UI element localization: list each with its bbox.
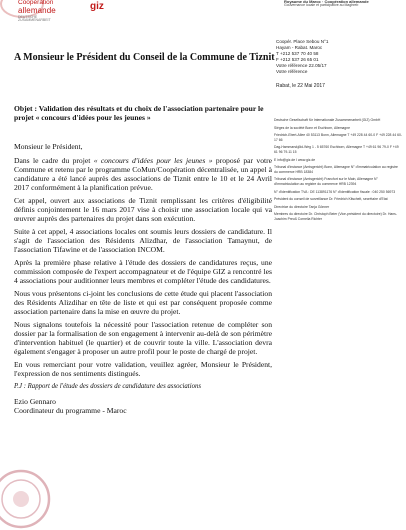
sidebar-block: Membres du directoire Dr. Christoph Beier (Vice-président du directoire) Dr. Hans-Joachim Preuß Cornelia Richter	[274, 212, 397, 221]
salutation: Monsieur le Président,	[14, 142, 83, 151]
sidebar-block: Dag-Hammarskjöld-Weg 1 - 5 65760 Eschborn, Allemagne T +49 61 96 79-0 F +49 61 96 79-11 15	[274, 145, 399, 154]
address-line: Votre référence 22.05/17	[276, 63, 327, 68]
paragraph: Cet appel, ouvert aux associations de Tiznit remplissant les critères d'éligibilité définis conjointement le 16 mars 2017 vise à choisir une association locale qui va œuvrer auprès des partenaires du projet dans son exécution.	[14, 196, 272, 223]
sidebar-block: Deutsche Gesellschaft für Internationale Zusammenarbeit (GIZ) GmbH	[274, 118, 381, 122]
cooperation-allemande-logo	[18, 0, 64, 23]
sidebar-block: Président du conseil de surveillance Dr. Friedrich Kitschelt, secrétaire d'Etat	[274, 197, 388, 202]
sidebar-block: E info@giz.de I www.giz.de	[274, 157, 316, 162]
paragraph	[14, 156, 272, 192]
logo-line: DEUTSCHE ZUSAMMENARBEIT	[18, 14, 51, 22]
letter-body	[14, 142, 272, 415]
logo-line: Coopération	[18, 0, 54, 6]
address-line: F +212 537 26 65 01	[276, 57, 319, 62]
sidebar-block: Tribunal d'instance (Amtsgericht) Bonn, Allemagne N° d'immatriculation au registre du commerce HRB 18384	[274, 165, 398, 174]
address-line: Coopér. Place Sebou N°1	[276, 39, 329, 44]
giz-logo: giz	[90, 1, 104, 12]
sidebar-block: Sièges de la société Bonn et Eschborn, Allemagne	[274, 125, 350, 130]
header-line: Royaume du Maroc · Coopération allemande	[284, 0, 369, 4]
paragraph: Nous vous présentons ci-joint les conclusions de cette étude qui placent l'association des Résidents Alizdihar en tête de liste et qui est par conséquent proposée comme association partenaire dans la mise en œuvre du projet.	[14, 289, 272, 316]
paragraph: Nous signalons toutefois la nécessité pour l'association retenue de compléter son dossier par la formalisation de son engagement à intervenir au-delà de son périmètre d'intervention habituel (le quartier) et de couvrir toute la ville. L'association devra également s'engager à proposer un autre profil pour le poste de chargé de projet.	[14, 320, 272, 356]
company-info-sidebar	[274, 118, 402, 225]
paragraph-text: Dans le cadre du projet	[14, 156, 94, 165]
sidebar-block: Tribunal d'instance (Amtsgericht) Francfort sur le Main, Allemagne N° d'immatriculation au registre du commerce HRB 12394	[274, 177, 378, 186]
sidebar-block: Directrice du directoire Tanja Gönner	[274, 204, 330, 209]
project-name: « concours d'idées pour les jeunes »	[93, 156, 213, 165]
paragraph-text: proposé par votre Commune et retenu par le programme CoMun/Coopération décentralisée, un appel à candidature a été lancé auprès des associations de Tiznit entre le 10 et le 24 Avril 2017 conformément à la planification prévue.	[14, 156, 272, 192]
sender-address	[276, 39, 398, 75]
sidebar-block: N° d'identification TVA : DE 113891176 N° d'identification fiscale : 040 250 56973	[274, 189, 396, 194]
place-date: Rabat, le 22 Mai 2017	[276, 83, 325, 89]
official-stamp	[0, 468, 52, 530]
address-line: T +212 537 70 40 58	[276, 51, 319, 56]
paragraph: En vous remerciant pour votre validation, veuillez agréer, Monsieur le Président, l'expression de nos sentiments distingués.	[14, 360, 272, 378]
signatory-name: Ezio Gennaro	[14, 397, 56, 406]
paragraph: Après la première phase relative à l'étude des dossiers de candidatures reçus, une commission composée de l'expert accompagnateur et de l'équipe GIZ a rencontré les 4 associations pour auditionner leurs membres et compléter l'étude des candidatures.	[14, 258, 272, 285]
paragraph: Suite à cet appel, 4 associations locales ont soumis leurs dossiers de candidature. Il s'agit de l'association des Résidents Alizdhar, de l'association Tamaynut, de l'association Tifawine et de l'association INCOM.	[14, 227, 272, 254]
address-line: Hayam - Rabat. Maroc	[276, 45, 323, 50]
header-line: Gouvernance locale et participative au Maghreb	[284, 3, 359, 8]
letter-subject: Objet : Validation des résultats et du choix de l'association partenaire pour le projet « concours d'idées pour les jeunes »	[14, 104, 264, 122]
address-line: Votre référence	[276, 69, 308, 74]
recipient-title: A Monsieur le Président du Conseil de la Commune de Tiznit	[14, 52, 275, 63]
signatory-title: Coordinateur du programme - Maroc	[14, 406, 127, 415]
attachment-note: P.J : Rapport de l'étude des dossiers de candidature des associations	[14, 383, 202, 390]
header-program-info	[284, 0, 404, 8]
sidebar-block: Friedrich-Ebert-Allee 40 53113 Bonn, Allemagne T +49 228 44 60-0 F +49 228 44 60-17 66	[274, 133, 402, 142]
logo-line: allemande	[18, 5, 56, 15]
